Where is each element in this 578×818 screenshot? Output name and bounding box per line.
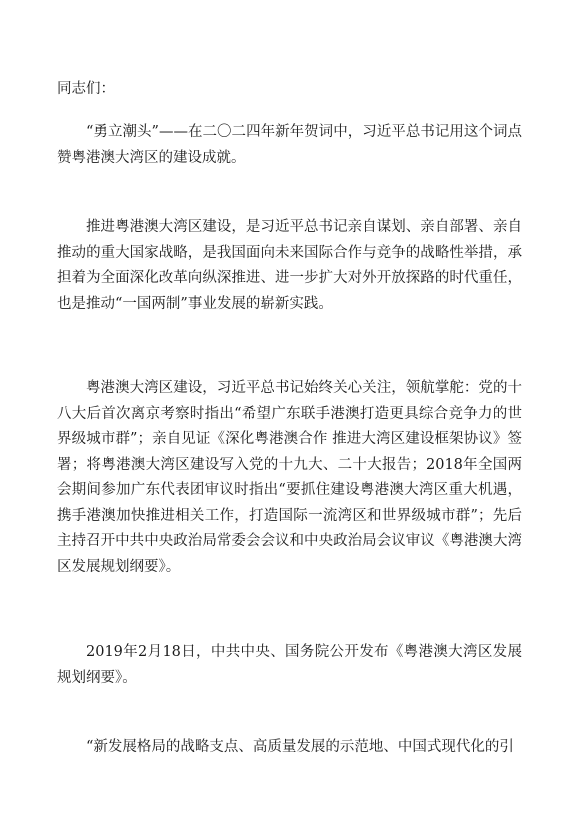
- paragraph-new-year-greeting: “勇立潮头”——在二〇二四年新年贺词中，习近平总书记用这个词点赞粤港澳大湾区的建设成就。: [57, 124, 522, 166]
- paragraph-leadership: 粤港澳大湾区建设，习近平总书记始终关心关注，领航掌舵：党的十八大后首次离京考察时指出“希望广东联手港澳打造更具综合竞争力的世界级城市群”；亲自见证《深化粤港澳合作 推进大湾区建设框架协议》签署；将粤港澳大湾区建设写入党的十九大、二十大报告；2018年全国两会期间参加广东代表团审议时指出“要抓住建设粤港澳大湾区重大机遇，携手港澳加快推进相关工作，打造国际一流湾区和世界级城市群”；先后主持召开中共中央政治局常委会会议和中央政治局会议审议《粤港澳大湾区发展规划纲要》。: [57, 380, 522, 575]
- paragraph-plan-release: 2019年2月18日，中共中央、国务院公开发布《粤港澳大湾区发展规划纲要》。: [57, 644, 522, 686]
- salutation: 同志们：: [57, 81, 115, 97]
- paragraph-strategic-pivot: “新发展格局的战略支点、高质量发展的示范地、中国式现代化的引: [86, 739, 514, 755]
- paragraph-national-strategy: 推进粤港澳大湾区建设，是习近平总书记亲自谋划、亲自部署、亲自推动的重大国家战略，是我国面向未来国际合作与竞争的战略性举措，承担着为全面深化改革向纵深推进、进一步扩大对外开放探路的时代重任，也是推动“一国两制”事业发展的崭新实践。: [57, 219, 522, 312]
